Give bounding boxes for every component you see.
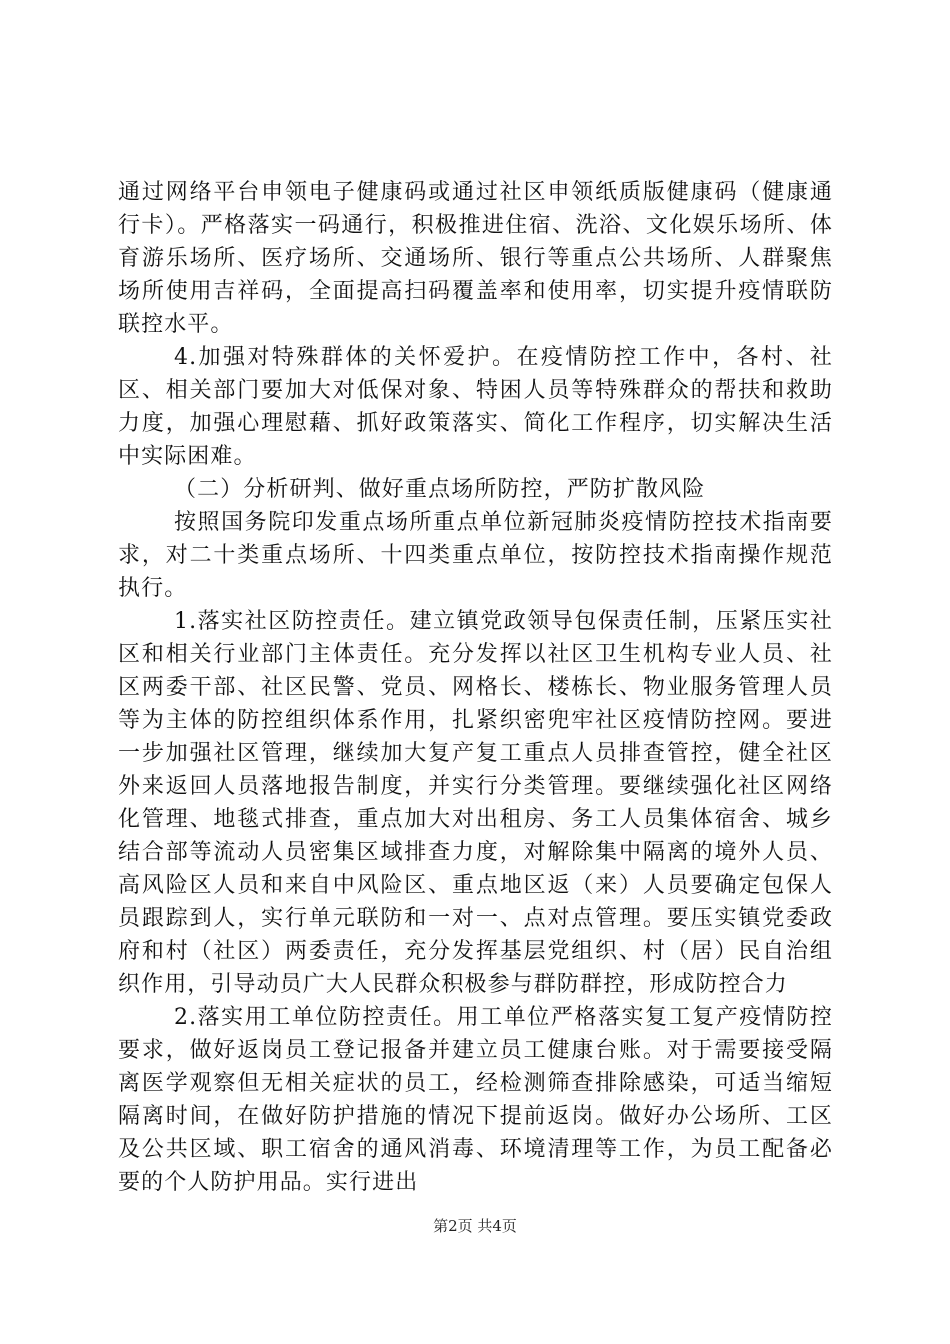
body-text bbox=[118, 176, 833, 1199]
paragraph-state-council-guideline: 按照国务院印发重点场所重点单位新冠肺炎疫情防控技术指南要求，对二十类重点场所、十四类重点单位，按防控技术指南操作规范执行。 bbox=[118, 510, 833, 601]
section-heading-key-places: （二）分析研判、做好重点场所防控，严防扩散风险 bbox=[174, 477, 706, 502]
paragraph-health-code: 通过网络平台申领电子健康码或通过社区申领纸质版健康码（健康通行卡）。严格落实一码通行，积极推进住宿、洗浴、文化娱乐场所、体育游乐场所、医疗场所、交通场所、银行等重点公共场所、人群聚焦场所使用吉祥码，全面提高扫码覆盖率和使用率，切实提升疫情联防联控水平。 bbox=[118, 180, 833, 337]
paragraph-community-responsibility: 1.落实社区防控责任。建立镇党政领导包保责任制，压紧压实社区和相关行业部门主体责任。充分发挥以社区卫生机构专业人员、社区两委干部、社区民警、党员、网格长、楼栋长、物业服务管理人员等为主体的防控组织体系作用，扎紧织密兜牢社区疫情防控网。要进一步加强社区管理，继续加大复产复工重点人员排查管控，健全社区外来返回人员落地报告制度，并实行分类管理。要继续强化社区网络化管理、地毯式排查，重点加大对出租房、务工人员集体宿舍、城乡结合部等流动人员密集区域排查力度，对解除集中隔离的境外人员、高风险区人员和来自中风险区、重点地区返（来）人员要确定包保人员跟踪到人，实行单元联防和一对一、点对点管理。要压实镇党委政府和村（社区）两委责任，充分发挥基层党组织、村（居）民自治组织作用，引导动员广大人民群众积极参与群防群控，形成防控合力 bbox=[118, 609, 833, 997]
paragraph-special-groups: 4.加强对特殊群体的关怀爱护。在疫情防控工作中，各村、社区、相关部门要加大对低保对象、特困人员等特殊群众的帮扶和救助力度，加强心理慰藉、抓好政策落实、简化工作程序，切实解决生活中实际困难。 bbox=[118, 345, 833, 469]
paragraph-employer-responsibility: 2.落实用工单位防控责任。用工单位严格落实复工复产疫情防控要求，做好返岗员工登记报备并建立员工健康台账。对于需要接受隔离医学观察但无相关症状的员工，经检测筛查排除感染，可适当缩短隔离时间，在做好防护措施的情况下提前返岗。做好办公场所、工区及公共区域、职工宿舍的通风消毒、环境清理等工作，为员工配备必要的个人防护用品。实行进出 bbox=[118, 1005, 833, 1195]
page-number-footer: 第2页 共4页 bbox=[433, 1217, 517, 1235]
